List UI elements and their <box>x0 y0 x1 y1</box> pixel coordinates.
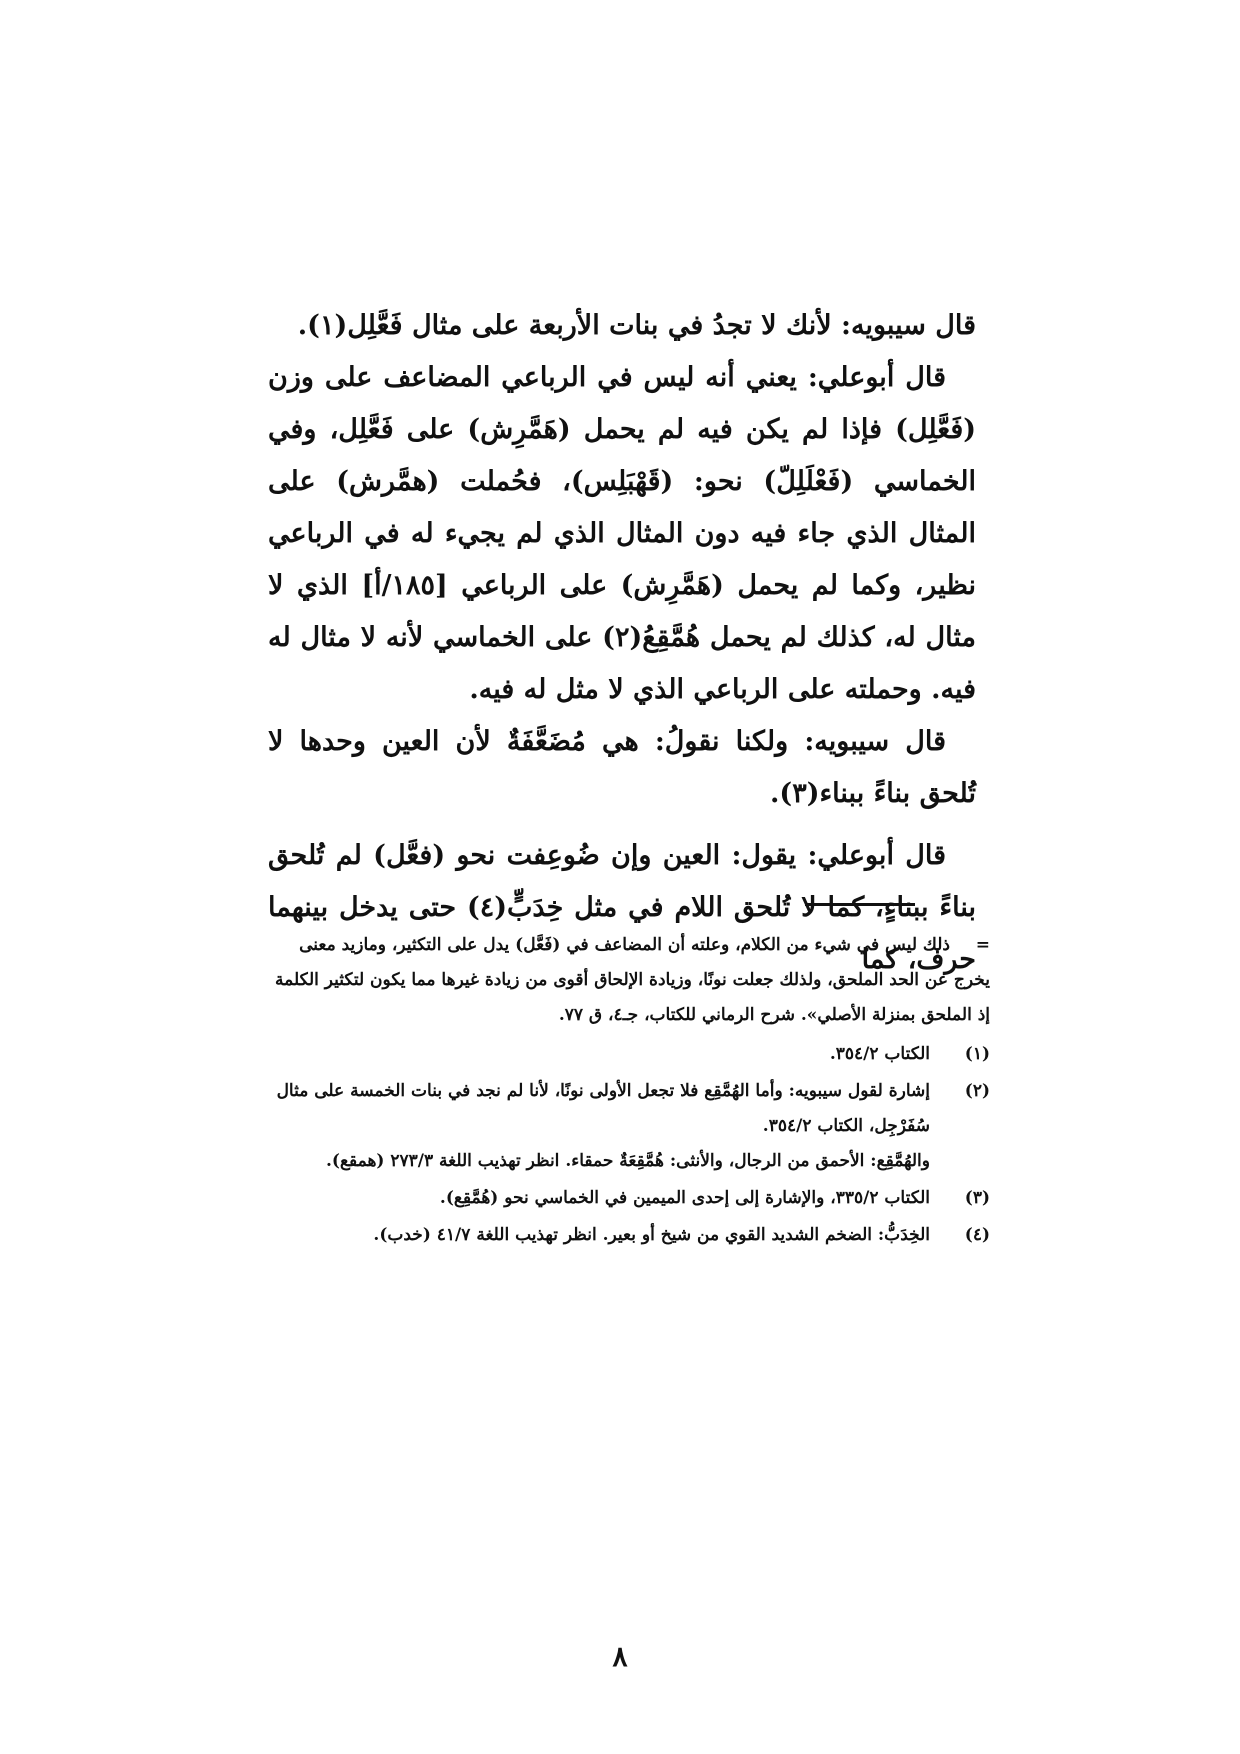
footnote-number: (١) <box>964 1044 990 1064</box>
continuation-marker: = <box>975 935 990 955</box>
paragraph-1 <box>268 300 976 352</box>
footnote-1 <box>268 1037 990 1072</box>
paragraph-4: قال أبوعلي: يقول: العين وإن ضُوعِفت نحو (فعَّل) لم تُلحق بناءً ببناءٍ، كما لا تُلحق اللام في مثل خِدَبٍّ(٤) حتى يدخل بينهما حرف، كما <box>268 840 976 975</box>
footnote-text: الكتاب ٣٣٥/٢، والإشارة إلى إحدى الميمين في الخماسي نحو (هُمَّقِع). <box>439 1188 930 1208</box>
paragraph-2: قال أبوعلي: يعني أنه ليس في الرباعي المضاعف على وزن (فَعَّلِل) فإذا لم يكن فيه لم يحمل (هَمَّرِش) على فَعَّلِل، وفي الخماسي (فَعْلَلِلّ) نحو: (قَهْبَلِس)، فحُملت (همَّرش) على المثال الذي جاء فيه دون المثال الذي لم يجيء له في الرباعي نظير، وكما لم يحمل (هَمَّرِش) على الرباعي [١٨٥/أ] الذي لا مثال له، كذلك لم يحمل هُمَّقِعُ(٢) على الخماسي لأنه لا مثال له فيه. وحملته على الرباعي الذي لا مثل له فيه. <box>268 362 976 705</box>
paragraph-text: ولكنا نقولُ: هي مُضَعَّفَةٌ لأن العين وحدها لا تُلحق بناءً ببناء(٣). <box>268 726 976 809</box>
footnote-text: إشارة لقول سيبويه: وأما الهُمَّقِع فلا تجعل الأولى نونًا، لأنا لم نجد في بنات الخمسة على مثال سُفَرْجِل، الكتاب ٣٥٤/٢. <box>276 1081 930 1136</box>
footnotes <box>268 928 990 1255</box>
footnote-text: الخِدَبُّ: الضخم الشديد القوي من شيخ أو بعير. انظر تهذيب اللغة ٤١/٧ (خدب). <box>373 1225 930 1245</box>
paragraph-text: لأنك لا تجدُ في بنات الأربعة على مثال فَعَّلِل(١). <box>297 310 842 341</box>
page-number: ٨ <box>612 1640 628 1673</box>
speaker-label: قال سيبويه: <box>804 726 946 757</box>
continuation-text: ذلك ليس في شيء من الكلام، وعلته أن المضاعف في (فَعَّل) يدل على التكثير، ومازيد معنى يخرج عن الحد الملحق، ولذلك جعلت نونًا، وزيادة الإلحاق أقوى من زيادة غيرها مما يكون لتكثير الكلمة إذ الملحق بمنزلة الأصلي». شرح الرماني للكتاب، جـ٤، ق ٧٧. <box>275 935 990 1025</box>
speaker-label: قال سيبويه: <box>841 310 976 341</box>
footnote-separator <box>805 903 915 906</box>
footnote-text: الكتاب ٣٥٤/٢. <box>829 1044 930 1064</box>
footnote-number: (٣) <box>964 1188 990 1208</box>
footnote-extra-text: والهُمَّقِع: الأحمق من الرجال، والأنثى: هُمَّقِعَةٌ حمقاء. انظر تهذيب اللغة ٢٧٣/٣ (همقع). <box>326 1151 930 1171</box>
footnote-4 <box>268 1218 990 1253</box>
paragraph-3 <box>268 716 976 820</box>
main-text <box>268 300 976 986</box>
footnote-number: (٤) <box>964 1225 990 1245</box>
footnote-2 <box>268 1074 990 1179</box>
footnote-continuation <box>268 928 990 1033</box>
footnote-number: (٢) <box>964 1081 990 1101</box>
footnote-3 <box>268 1181 990 1216</box>
